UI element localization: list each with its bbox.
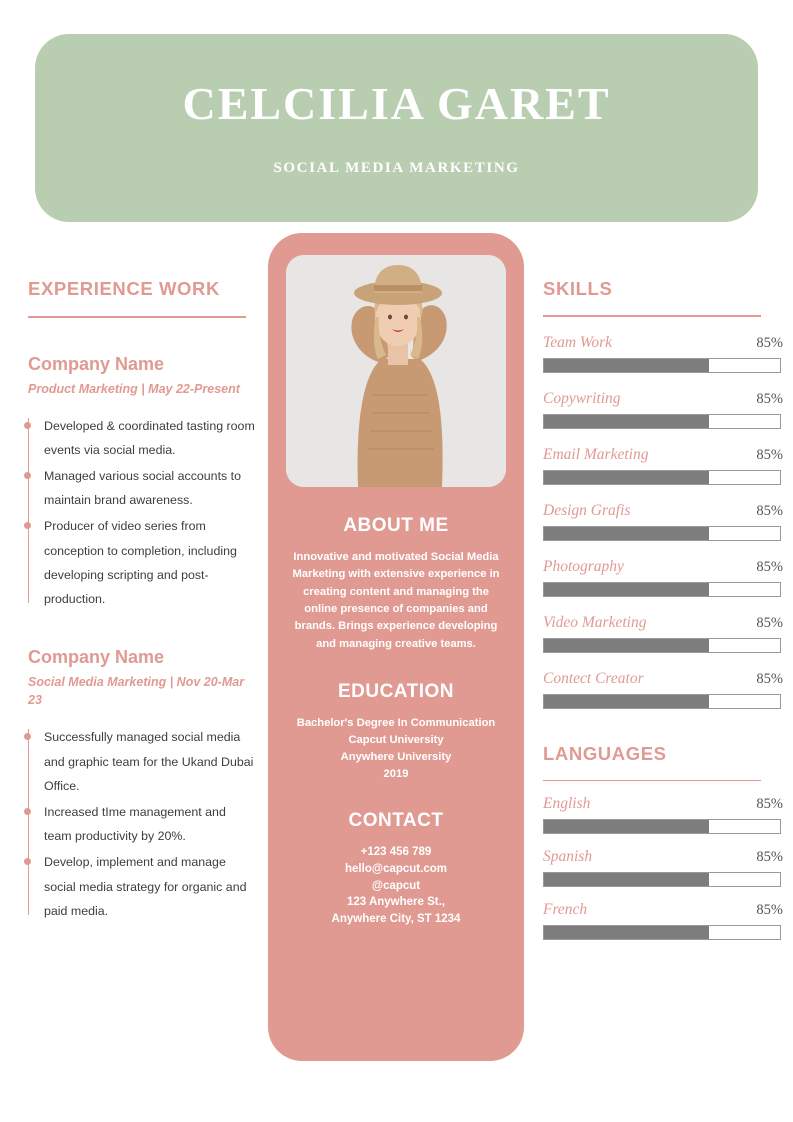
skill-bar <box>543 470 781 485</box>
experience-section-title: EXPERIENCE WORK <box>28 278 220 299</box>
language-bar <box>543 925 781 940</box>
language-percent: 85% <box>756 849 783 865</box>
skill-item <box>543 334 783 373</box>
skill-percent: 85% <box>756 558 783 575</box>
skill-name: Team Work <box>543 333 613 351</box>
skill-bar <box>543 582 781 597</box>
skill-name: Photography <box>543 557 624 575</box>
skill-percent: 85% <box>756 502 783 519</box>
skill-bar-fill <box>544 527 709 540</box>
language-bar <box>543 872 781 887</box>
job-bullet: Producer of video series from conception to completion, including developing scripting and post-production. <box>44 514 256 611</box>
language-item <box>543 795 783 834</box>
experience-item <box>28 647 256 923</box>
education-line: 2019 <box>383 767 409 780</box>
contact-email[interactable]: hello@capcut.com <box>345 863 447 876</box>
language-bar-fill <box>544 873 709 886</box>
language-name: Spanish <box>543 848 593 865</box>
job-bullet: Developed & coordinated tasting room events via social media. <box>44 414 256 462</box>
language-name: English <box>543 795 591 812</box>
education-title: EDUCATION <box>337 681 455 703</box>
job-bullet: Managed various social accounts to maintain brand awareness. <box>44 464 256 512</box>
skills-divider <box>543 315 761 317</box>
contact-handle[interactable]: @capcut <box>371 879 421 892</box>
job-bullet: Develop, implement and manage social media strategy for organic and paid media. <box>44 850 256 923</box>
experience-divider <box>28 316 246 318</box>
experience-section <box>28 278 256 925</box>
contact-address-line-1: 123 Anywhere St., <box>346 896 445 909</box>
skill-bar-fill <box>544 471 709 484</box>
skill-name: Contect Creator <box>543 669 644 687</box>
language-name: French <box>543 901 588 918</box>
language-bar <box>543 819 781 834</box>
skill-bar-fill <box>544 639 709 652</box>
profile-column <box>268 233 524 1061</box>
contact-title: CONTACT <box>348 810 444 832</box>
skill-percent: 85% <box>756 446 783 463</box>
skill-bar-fill <box>544 583 709 596</box>
contact-address-line-2: Anywhere City, ST 1234 <box>331 913 461 926</box>
language-item <box>543 901 783 940</box>
language-bar-fill <box>544 926 709 939</box>
skill-percent: 85% <box>756 614 783 631</box>
languages-divider <box>543 780 761 782</box>
skill-percent: 85% <box>756 390 783 407</box>
page-title: CELCILIA GARET <box>182 78 611 130</box>
about-text: Innovative and motivated Social Media Marketing with extensive experience in creating content and managing the online presence of companies and brands. Brings experience developing and managing creative teams. <box>292 551 500 650</box>
company-name: Company Name <box>28 647 165 668</box>
skill-name: Video Marketing <box>543 613 647 631</box>
skill-item <box>543 558 783 597</box>
skill-item <box>543 446 783 485</box>
skill-bar-fill <box>544 695 709 708</box>
skill-bar <box>543 414 781 429</box>
skills-section-title: SKILLS <box>543 278 613 299</box>
job-bullet: Successfully managed social media and graphic team for the Ukand Dubai Office. <box>44 725 256 798</box>
skill-percent: 85% <box>756 334 783 351</box>
skill-bar-fill <box>544 415 709 428</box>
languages-section-title: LANGUAGES <box>543 742 667 764</box>
job-bullet-list <box>28 725 256 923</box>
skill-bar <box>543 526 781 541</box>
language-percent: 85% <box>756 902 783 918</box>
header-subtitle: SOCIAL MEDIA MARKETING <box>273 159 520 176</box>
skill-name: Copywriting <box>543 389 621 407</box>
language-item <box>543 848 783 887</box>
skill-percent: 85% <box>756 670 783 687</box>
job-bullet: Increased tIme management and team productivity by 20%. <box>44 800 256 848</box>
education-line: Capcut University <box>348 733 444 746</box>
profile-photo-illustration <box>286 255 506 487</box>
language-percent: 85% <box>756 796 783 812</box>
education-line: Anywhere University <box>340 750 452 763</box>
skill-item <box>543 614 783 653</box>
job-bullet-list <box>28 414 256 612</box>
skills-section <box>543 278 783 940</box>
skill-bar <box>543 358 781 373</box>
experience-item <box>28 354 256 612</box>
skill-name: Email Marketing <box>543 445 649 463</box>
languages-section <box>543 743 783 941</box>
skill-bar <box>543 638 781 653</box>
header-banner <box>35 34 758 222</box>
skill-item <box>543 670 783 709</box>
skill-item <box>543 502 783 541</box>
language-bar-fill <box>544 820 709 833</box>
education-line: Bachelor's Degree In Communication <box>296 717 496 730</box>
about-title: ABOUT ME <box>343 515 449 536</box>
skill-bar <box>543 694 781 709</box>
job-meta: Social Media Marketing | Nov 20-Mar 23 <box>28 675 245 708</box>
skill-bar-fill <box>544 359 709 372</box>
contact-phone: +123 456 789 <box>360 846 432 859</box>
profile-photo <box>286 255 506 487</box>
skill-item <box>543 390 783 429</box>
company-name: Company Name <box>28 353 165 374</box>
skill-name: Design Grafis <box>543 501 631 519</box>
job-meta: Product Marketing | May 22-Present <box>28 381 240 396</box>
